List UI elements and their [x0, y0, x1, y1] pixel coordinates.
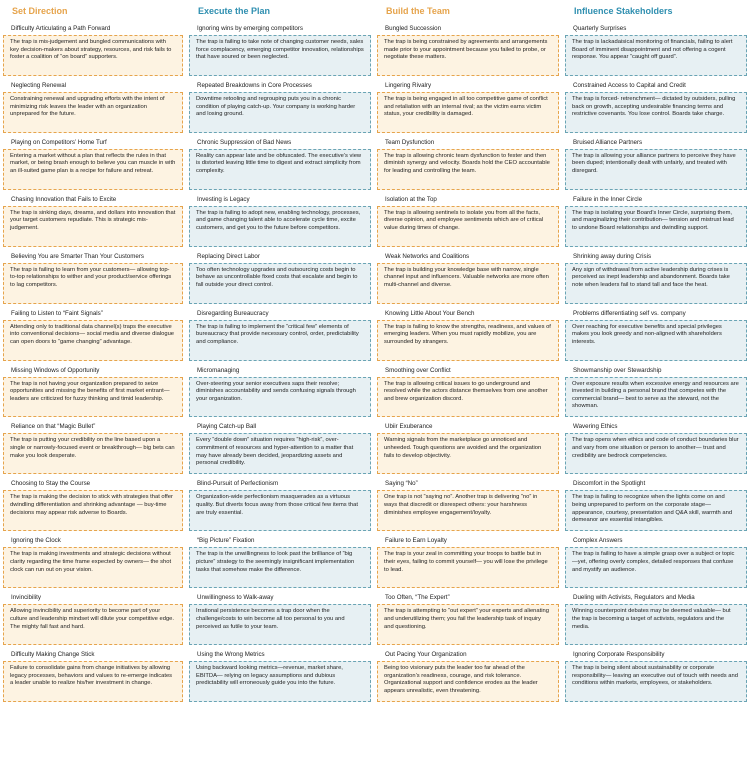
trap-card	[0, 307, 186, 364]
trap-title: Bruised Alliance Partners	[573, 138, 643, 146]
trap-card	[0, 250, 186, 307]
trap-card	[562, 22, 750, 79]
trap-title: Failure to Earn Loyalty	[385, 537, 447, 545]
trap-title: Discomfort in the Spotlight	[573, 480, 646, 488]
trap-title: Wavering Ethics	[573, 423, 618, 431]
trap-card	[186, 364, 374, 421]
trap-title: Reliance on that “Magic Bullet”	[11, 423, 96, 431]
trap-description: The trap is allowing your alliance partners to perceive they have been duped; intentionally dealt with unfairly, and treated with disregard.	[565, 149, 747, 190]
trap-card	[374, 477, 562, 534]
trap-title: Using the Wrong Metrics	[197, 651, 265, 659]
trap-description: The trap is allowing sentinels to isolate you from all the facts, diverse opinion, and employee sentiments which are of critical value during times of change.	[377, 206, 559, 247]
trap-title: Blind-Pursuit of Perfectionism	[197, 480, 279, 488]
trap-title: Missing Windows of Opportunity	[11, 366, 100, 374]
trap-title: Investing is Legacy	[197, 195, 250, 203]
trap-description: Organization-wide perfectionism masquerades as a virtuous quality. But diverts focus away from those critical few items that are truly essential.	[189, 490, 371, 531]
trap-title: Showmanship over Stewardship	[573, 366, 662, 374]
trap-card	[0, 477, 186, 534]
trap-title: Saying “No”	[385, 480, 418, 488]
trap-description: Over-steering your senior executives saps their resolve; diminishes accountability and sends confusing signals through your organization.	[189, 377, 371, 418]
column-header: Set Direction	[12, 6, 68, 16]
trap-card	[374, 136, 562, 193]
trap-description: Over exposure results when excessive energy and resources are invested in building a personal brand that competes with the commercial brand— best to serve as the steward, not the showman.	[565, 377, 747, 418]
trap-description: The trap is the unwillingness to look past the brilliance of “big picture” strategy to the seemingly insignificant implementation tasks that somehow make the difference.	[189, 547, 371, 588]
trap-description: The trap is not having your organization prepared to seize opportunities and missing the benefits of first market entrant— leaders are criticized for fuzzy thinking and timid leadership.	[3, 377, 183, 418]
trap-title: Disregarding Bureaucracy	[197, 309, 269, 317]
trap-title: Replacing Direct Labor	[197, 252, 260, 260]
trap-card	[186, 250, 374, 307]
trap-description: Failure to consolidate gains from change initiatives by allowing legacy processes, behaviors and values to re-emerge indicates a leader unable to realize his/her investment in change.	[3, 661, 183, 702]
trap-card	[562, 477, 750, 534]
trap-card	[562, 250, 750, 307]
trap-title: “Big Picture” Fixation	[197, 537, 255, 545]
trap-description: The trap is failing to recognize when the lights come on and being unprepared to perform on the corporate stage— appearance, courtesy, presentation and Q&A skill, warmth and demeanor are essential intangibles.	[565, 490, 747, 531]
trap-description: The trap is failing to implement the “critical few” elements of bureaucracy that provide necessary control, order, predictability and compliance.	[189, 320, 371, 361]
trap-description: Attending only to traditional data channel(s) traps the executive into conventional decisions— social media and diverse dialogue can open doors to “game changing” advantage.	[3, 320, 183, 361]
trap-description: Being too visionary puts the leader too far ahead of the organization’s readiness, courage, and risk tolerance. Organizational support and confidence erodes as the leader appears unrealistic, even threatening.	[377, 661, 559, 702]
trap-card	[562, 79, 750, 136]
trap-description: The trap is lackadaisical monitoring of financials, failing to alert Board of imminent disappointment and not offering a cogent response. You appear “caught off guard”.	[565, 35, 747, 76]
trap-description: Warning signals from the marketplace go unnoticed and unheeded. Tough questions are avoided and the organization fails to develop objectivity.	[377, 433, 559, 474]
trap-description: The trap is building your knowledge base with narrow, single channel input and influencers. Valuable networks are more often multi-channel and diverse.	[377, 263, 559, 304]
trap-title: Playing on Competitors’ Home Turf	[11, 138, 107, 146]
trap-description: The trap is failing to learn from your customers— allowing top-to-top relationships to wither and your product/service offerings to lag competitors.	[3, 263, 183, 304]
trap-title: Isolation at the Top	[385, 195, 437, 203]
trap-title: Smoothing over Conflict	[385, 366, 451, 374]
trap-description: The trap is failing to adopt new, enabling technology, processes, and game changing talent able to accelerate cycle time, excite customers, and get you to the future before competitors.	[189, 206, 371, 247]
trap-title: Out Pacing Your Organization	[385, 651, 467, 659]
trap-description: The trap is making investments and strategic decisions without clarity regarding the time frame expected by owners— the shot clock can run out on your vision.	[3, 547, 183, 588]
column-header: Build the Team	[386, 6, 450, 16]
trap-title: Failing to Listen to “Faint Signals”	[11, 309, 103, 317]
column-header: Influence Stakeholders	[574, 6, 673, 16]
trap-title: Unwillingness to Walk-away	[197, 594, 274, 602]
trap-description: The trap is being engaged in all too competitive game of conflict and retaliation with an internal rival; as the victim earns victim status, your credibility is damaged.	[377, 92, 559, 133]
trap-title: Repeated Breakdowns in Core Processes	[197, 81, 312, 89]
trap-title: Complex Answers	[573, 537, 623, 545]
trap-title: Problems differentiating self vs. company	[573, 309, 686, 317]
trap-card	[0, 193, 186, 250]
trap-description: The trap is mis-judgement and bungled communications with key decision-makers about strategy, resources, and risk fails to foster a coalition of “on board” supporters.	[3, 35, 183, 76]
trap-card	[186, 136, 374, 193]
trap-description: Too often technology upgrades and outsourcing costs begin to behave as uncontrollable fixed costs that escalate and begin to fall outside your direct control.	[189, 263, 371, 304]
trap-title: Lingering Rivalry	[385, 81, 432, 89]
trap-description: The trap is putting your credibility on the line based upon a single or narrowly-focused event or breakthrough— big bets can make you look desperate.	[3, 433, 183, 474]
trap-card	[0, 648, 186, 705]
trap-description: Winning counterpoint debates may be deemed valuable— but the trap is becoming a target of activists, regulators and the media.	[565, 604, 747, 645]
trap-card	[0, 591, 186, 648]
trap-card	[374, 193, 562, 250]
trap-card	[374, 591, 562, 648]
trap-description: The trap is forced- retrenchment— dictated by outsiders, pulling back on growth, accepting undesirable financing terms and restrictive covenants. You lose control. Boards take charge.	[565, 92, 747, 133]
trap-title: Failure in the Inner Circle	[573, 195, 643, 203]
trap-card	[0, 420, 186, 477]
trap-description: The trap is being constrained by agreements and arrangements made prior to your appointment because you failed to probe, or negotiate these matters.	[377, 35, 559, 76]
trap-card	[0, 364, 186, 421]
trap-title: Quarterly Surprises	[573, 25, 627, 32]
trap-description: The trap is isolating your Board’s Inner Circle, surprising them, and marginalizing their contribution— tension and mistrust lead to undone Board relationships and dwindling support.	[565, 206, 747, 247]
trap-card	[374, 79, 562, 136]
trap-description: The trap is making the decision to stick with strategies that offer dwindling differentiation and shrinking advantage — buy-time decisions may appear risk adverse to Boards.	[3, 490, 183, 531]
trap-description: The trap opens when ethics and code of conduct boundaries blur and vary from one situation or person to another— trust and credibility are bedrock competencies.	[565, 433, 747, 474]
trap-card	[186, 22, 374, 79]
trap-card	[186, 477, 374, 534]
trap-title: Team Dysfunction	[385, 138, 435, 146]
trap-card	[562, 591, 750, 648]
trap-description: The trap is being silent about sustainability or corporate responsibility— leaving an executive out of touch with needs and conditions within markets, employees, or stakeholders.	[565, 661, 747, 702]
trap-title: Ignoring Corporate Responsibility	[573, 651, 665, 659]
trap-card	[562, 534, 750, 591]
trap-card	[0, 22, 186, 79]
trap-description: Entering a market without a plan that reflects the rules in that market, or being brash enough to believe you can muscle in with an ill-suited game plan is a recipe for failure and retreat.	[3, 149, 183, 190]
trap-card	[374, 250, 562, 307]
trap-description: Irrational persistence becomes a trap door when the challenge/costs to win become all too personal to you and perceived as futile to your team.	[189, 604, 371, 645]
trap-title: Difficulty Articulating a Path Forward	[11, 25, 111, 32]
trap-card	[562, 307, 750, 364]
trap-card	[186, 534, 374, 591]
trap-description: Downtime retooling and regrouping puts you in a chronic condition of playing catch-up. Your company is working harder and losing ground.	[189, 92, 371, 133]
trap-card	[374, 648, 562, 705]
trap-title: Ignoring the Clock	[11, 537, 61, 545]
trap-card	[562, 136, 750, 193]
trap-description: Using backward looking metrics—revenue, market share, EBITDA— relying on legacy assumptions and dubious predictability will erroneously guide you into the future.	[189, 661, 371, 702]
trap-card	[374, 22, 562, 79]
trap-card	[374, 364, 562, 421]
trap-title: Ignoring wins by emerging competitors	[197, 25, 303, 32]
trap-card	[0, 534, 186, 591]
trap-description: The trap is attempting to “out expert” your experts and alienating and underutilizing them; you fail the leadership task of inquiry and questioning.	[377, 604, 559, 645]
trap-title: Knowing Little About Your Bench	[385, 309, 475, 317]
trap-description: The trap is sinking days, dreams, and dollars into innovation that your target customers repudiate. This is strategic mis-judgement.	[3, 206, 183, 247]
trap-card	[374, 534, 562, 591]
trap-title: Invincibility	[11, 594, 41, 602]
trap-title: Chronic Suppression of Bad News	[197, 138, 292, 146]
trap-card	[186, 193, 374, 250]
trap-description: The trap is allowing chronic team dysfunction to fester and then diminish synergy and velocity. Boards hold the CEO accountable for leading and controlling the team.	[377, 149, 559, 190]
trap-title: Bungled Succession	[385, 25, 442, 32]
trap-card	[562, 364, 750, 421]
traps-grid	[0, 22, 750, 762]
trap-title: Choosing to Stay the Course	[11, 480, 91, 488]
trap-title: Neglecting Renewal	[11, 81, 67, 89]
trap-card	[186, 648, 374, 705]
trap-card	[562, 648, 750, 705]
trap-description: Over reaching for executive benefits and special privileges makes you look greedy and non-aligned with shareholders interests.	[565, 320, 747, 361]
trap-title: Weak Networks and Coalitions	[385, 252, 470, 260]
trap-description: Constraining renewal and upgrading efforts with the intent of minimizing risk leaves the leader with an organization unprepared for the future.	[3, 92, 183, 133]
trap-title: Constrained Access to Capital and Credit	[573, 81, 686, 89]
trap-title: Playing Catch-up Ball	[197, 423, 257, 431]
trap-description: Allowing invincibility and superiority to become part of your culture and leadership mindset will dilute your competitive edge. The mighty fall fast and hard.	[3, 604, 183, 645]
trap-description: The trap is failing to know the strengths, readiness, and values of emerging leaders. When you must rapidly mobilize, you are surrounded by strangers.	[377, 320, 559, 361]
trap-description: The trap is your zeal in committing your troops to battle but in their eyes, failing to commit yourself— you will lose the privilege to lead.	[377, 547, 559, 588]
trap-card	[0, 79, 186, 136]
trap-description: The trap is failing to have a simple grasp over a subject or topic—yet, offering overly complex, detailed responses that confuse and mystify an audience.	[565, 547, 747, 588]
trap-description: The trap is allowing critical issues to go underground and resolved while the actors distance themselves from one another and brew organization discord.	[377, 377, 559, 418]
trap-title: Chasing Innovation that Fails to Excite	[11, 195, 117, 203]
trap-title: Too Often, “The Expert”	[385, 594, 450, 602]
trap-title: Ubiir Exuberance	[385, 423, 433, 431]
column-header: Execute the Plan	[198, 6, 271, 16]
trap-card	[186, 79, 374, 136]
trap-title: Dueling with Activists, Regulators and Media	[573, 594, 695, 602]
trap-card	[374, 420, 562, 477]
trap-card	[562, 420, 750, 477]
trap-card	[186, 591, 374, 648]
column-headers	[0, 0, 750, 20]
trap-card	[186, 420, 374, 477]
trap-card	[374, 307, 562, 364]
trap-title: Shrinking away during Crisis	[573, 252, 652, 260]
trap-description: Reality can appear late and be obfuscated. The executive’s view is distorted leaving little time to digest and extract simplicity from complexity.	[189, 149, 371, 190]
trap-description: The trap is failing to take note of changing customer needs, sales force complacency, emerging competitor innovation, relationships that have soured or been neglected.	[189, 35, 371, 76]
trap-title: Believing You are Smarter Than Your Customers	[11, 252, 144, 260]
trap-card	[562, 193, 750, 250]
trap-description: Every “double down” situation requires “high-risk”, over-commitment of resources and hyper-attention to a matter that may have already been decided, jeopardizing assets and personal credibility.	[189, 433, 371, 474]
trap-title: Micromanaging	[197, 366, 240, 374]
trap-card	[0, 136, 186, 193]
trap-card	[186, 307, 374, 364]
trap-description: Any sign of withdrawal from active leadership during crises is perceived as inept leadership and abandonment. Boards take note when leaders fail to stand tall and face the heat.	[565, 263, 747, 304]
trap-title: Difficulty Making Change Stick	[11, 651, 95, 659]
trap-description: One trap is not “saying no”. Another trap is delivering “no” in ways that discredit or disrespect others: your harshness diminishes employee engagement/loyalty.	[377, 490, 559, 531]
